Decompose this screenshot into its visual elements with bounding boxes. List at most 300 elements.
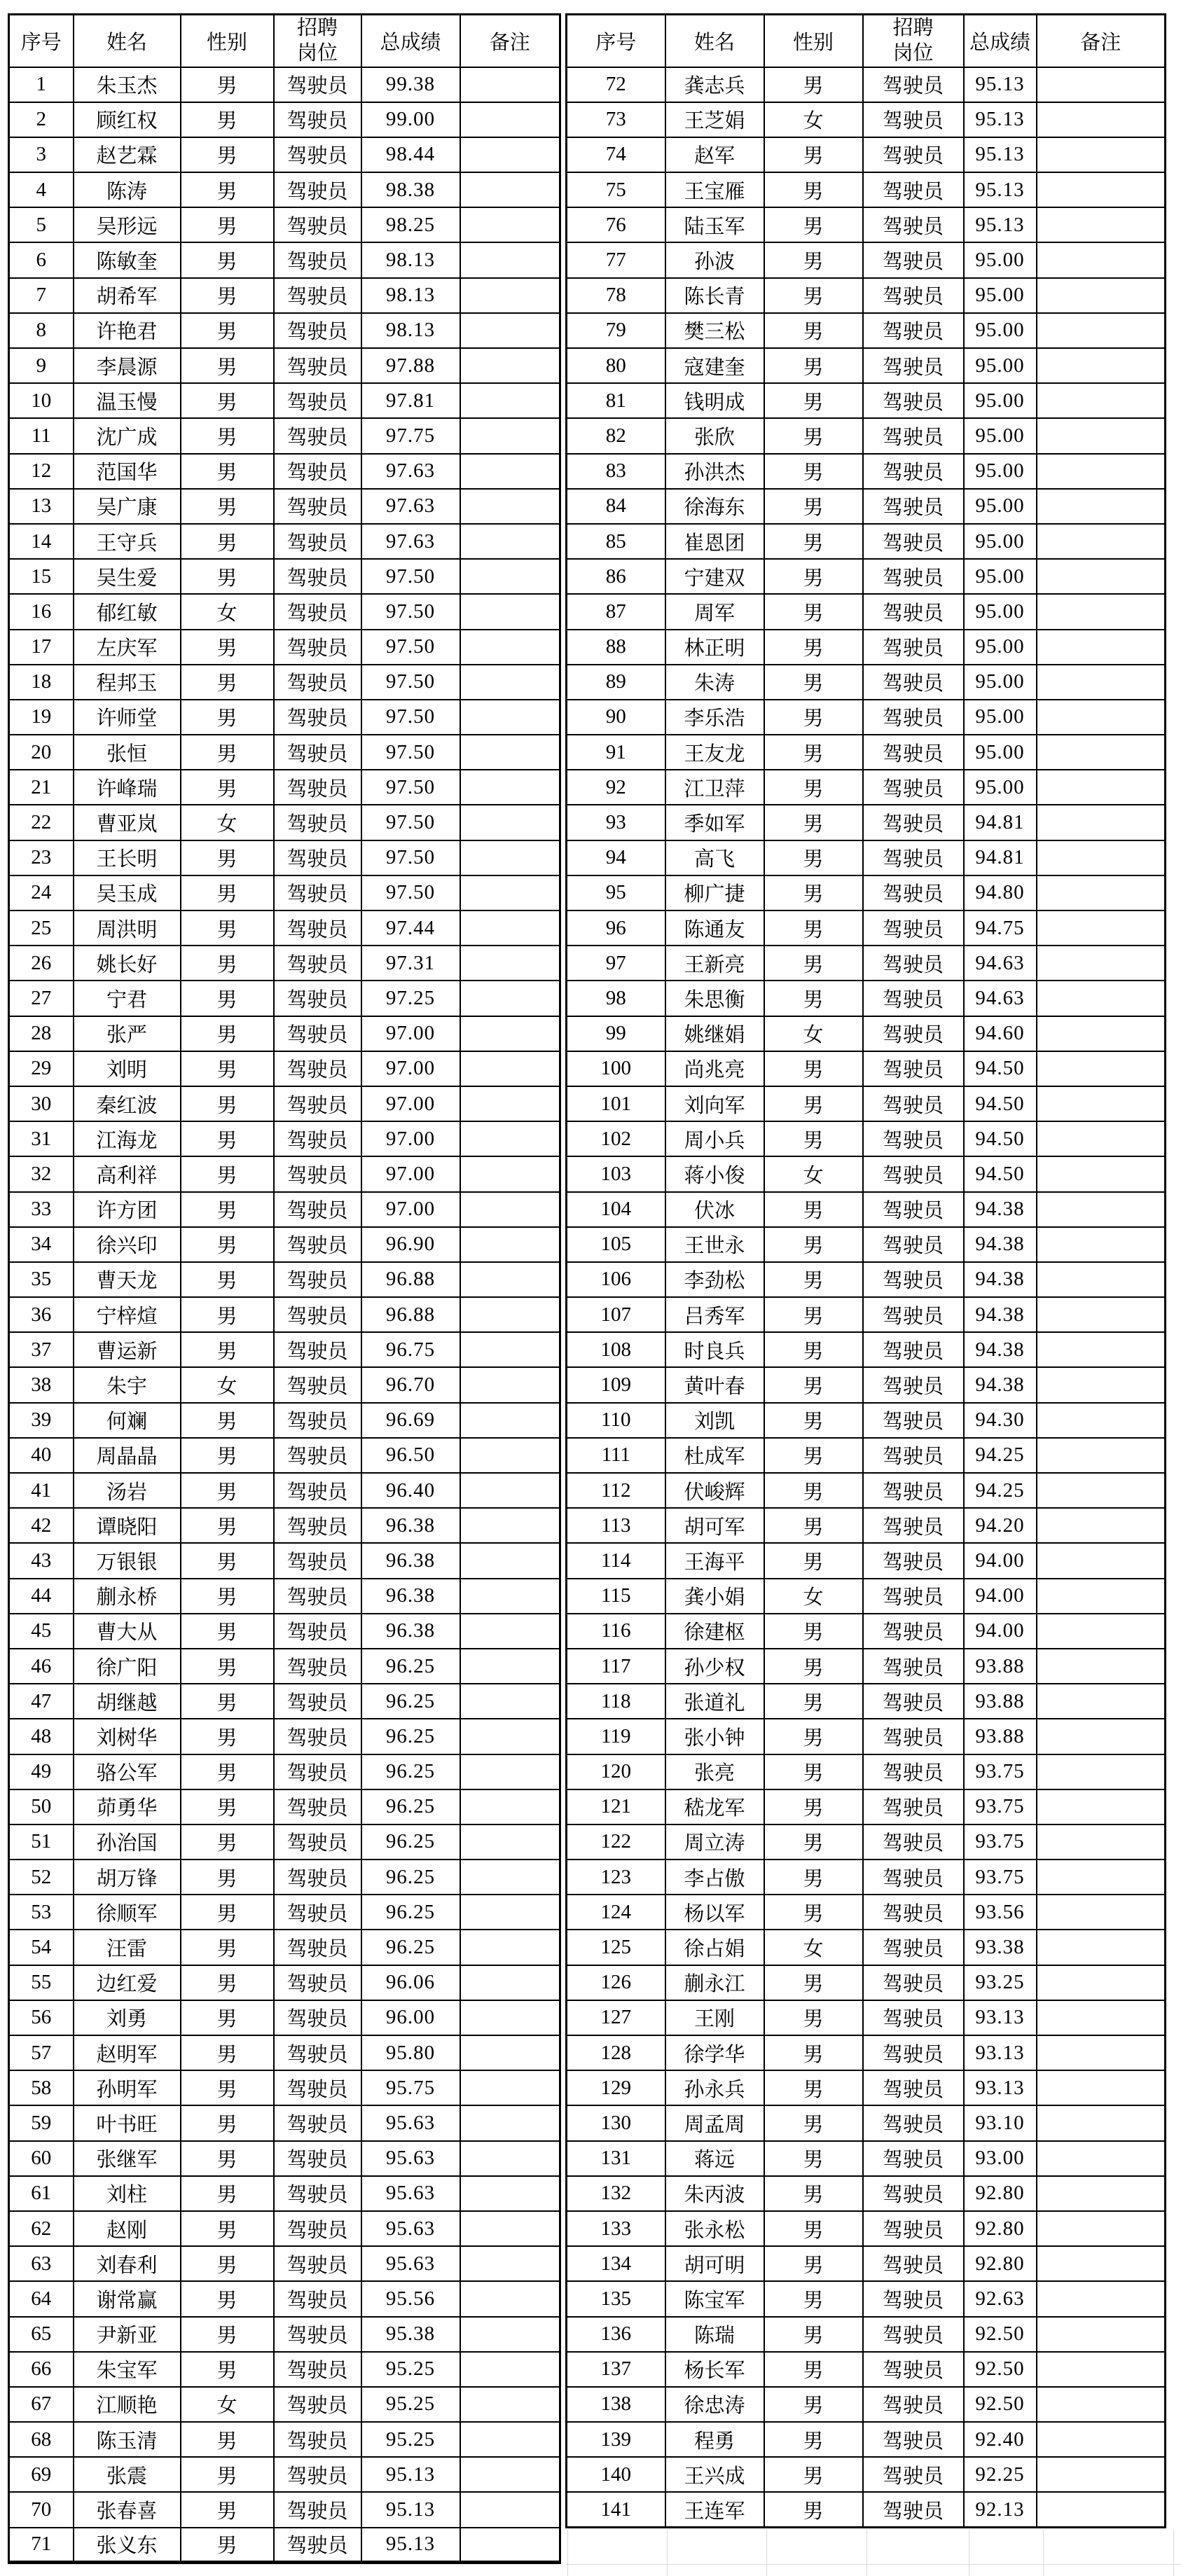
- cell-serial: 42: [9, 1508, 74, 1543]
- cell-serial: 134: [567, 2246, 665, 2281]
- cell-score: 97.00: [361, 1086, 460, 1121]
- cell-gender: 男: [181, 489, 274, 524]
- cell-serial: 58: [9, 2070, 74, 2105]
- table-row: [9, 67, 560, 102]
- cell-gender: 男: [181, 1789, 274, 1824]
- cell-position: 驾驶员: [863, 946, 964, 981]
- table-row: [9, 1930, 560, 1965]
- cell-position: 驾驶员: [863, 981, 964, 1016]
- cell-name: 王兴成: [665, 2457, 764, 2492]
- table-row: [567, 348, 1166, 383]
- cell-name: 周小兵: [665, 1121, 764, 1156]
- cell-remark: [1037, 770, 1166, 805]
- table-row: [567, 1438, 1166, 1473]
- table-row: [9, 2281, 560, 2316]
- cell-serial: 140: [567, 2457, 665, 2492]
- table-row: [567, 1579, 1166, 1614]
- cell-serial: 83: [567, 454, 665, 489]
- cell-position: 驾驶员: [863, 2070, 964, 2105]
- cell-remark: [1037, 1614, 1166, 1649]
- cell-remark: [460, 665, 560, 700]
- cell-serial: 77: [567, 242, 665, 277]
- cell-serial: 5: [9, 207, 74, 242]
- cell-remark: [1037, 1930, 1166, 1965]
- cell-name: 沈广成: [74, 418, 181, 453]
- cell-score: 97.81: [361, 383, 460, 418]
- cell-name: 伏峻辉: [665, 1473, 764, 1508]
- cell-gender: 男: [764, 2176, 863, 2211]
- table-row: [9, 1754, 560, 1789]
- cell-gender: 男: [181, 67, 274, 102]
- cell-serial: 49: [9, 1754, 74, 1789]
- cell-score: 94.38: [964, 1262, 1037, 1297]
- cell-serial: 57: [9, 2035, 74, 2070]
- cell-score: 92.40: [964, 2422, 1037, 2457]
- cell-position: 驾驶员: [863, 1789, 964, 1824]
- cell-score: 96.75: [361, 1332, 460, 1367]
- cell-position: 驾驶员: [274, 278, 361, 313]
- cell-remark: [460, 2035, 560, 2070]
- cell-position: 驾驶员: [274, 1086, 361, 1121]
- table-row: [9, 2105, 560, 2140]
- cell-position: 驾驶员: [274, 1016, 361, 1051]
- cell-score: 94.38: [964, 1297, 1037, 1332]
- cell-serial: 43: [9, 1543, 74, 1578]
- cell-serial: 11: [9, 418, 74, 453]
- table-row: [567, 910, 1166, 946]
- cell-name: 朱丙波: [665, 2176, 764, 2211]
- cell-position: 驾驶员: [274, 313, 361, 348]
- table-row: [567, 1860, 1166, 1895]
- cell-serial: 99: [567, 1016, 665, 1051]
- cell-serial: 22: [9, 805, 74, 840]
- cell-name: 江卫萍: [665, 770, 764, 805]
- cell-serial: 56: [9, 2000, 74, 2035]
- cell-serial: 59: [9, 2105, 74, 2140]
- table-row: [567, 594, 1166, 629]
- cell-serial: 137: [567, 2352, 665, 2387]
- cell-score: 97.63: [361, 454, 460, 489]
- table-row: [567, 172, 1166, 207]
- cell-name: 高利祥: [74, 1156, 181, 1191]
- cell-gender: 男: [764, 1684, 863, 1719]
- cell-position: 驾驶员: [863, 2281, 964, 2316]
- cell-remark: [460, 2070, 560, 2105]
- cell-remark: [460, 1367, 560, 1402]
- cell-serial: 60: [9, 2141, 74, 2176]
- gridline-vertical: [866, 2530, 867, 2576]
- cell-serial: 126: [567, 1965, 665, 2000]
- cell-remark: [460, 418, 560, 453]
- cell-score: 93.75: [964, 1789, 1037, 1824]
- cell-remark: [1037, 1297, 1166, 1332]
- cell-position: 驾驶员: [863, 700, 964, 735]
- cell-serial: 54: [9, 1930, 74, 1965]
- table-row: [567, 875, 1166, 910]
- cell-gender: 男: [764, 383, 863, 418]
- cell-gender: 男: [181, 1121, 274, 1156]
- cell-position: 驾驶员: [863, 1297, 964, 1332]
- cell-name: 崔恩团: [665, 524, 764, 559]
- cell-serial: 68: [9, 2422, 74, 2457]
- cell-serial: 118: [567, 1684, 665, 1719]
- cell-score: 98.13: [361, 242, 460, 277]
- cell-score: 95.13: [964, 67, 1037, 102]
- cell-score: 95.38: [361, 2317, 460, 2352]
- table-row: [567, 2035, 1166, 2070]
- cell-gender: 男: [764, 313, 863, 348]
- cell-serial: 44: [9, 1579, 74, 1614]
- cell-name: 曹亚岚: [74, 805, 181, 840]
- cell-name: 周洪明: [74, 910, 181, 946]
- cell-remark: [1037, 2035, 1166, 2070]
- cell-remark: [1037, 2211, 1166, 2246]
- cell-serial: 91: [567, 735, 665, 770]
- cell-score: 96.88: [361, 1262, 460, 1297]
- cell-name: 徐忠涛: [665, 2387, 764, 2422]
- table-row: [567, 1789, 1166, 1824]
- cell-position: 驾驶员: [863, 1860, 964, 1895]
- cell-serial: 100: [567, 1051, 665, 1086]
- cell-position: 驾驶员: [274, 1051, 361, 1086]
- cell-score: 95.13: [361, 2528, 460, 2563]
- cell-remark: [460, 946, 560, 981]
- cell-remark: [460, 1543, 560, 1578]
- cell-position: 驾驶员: [863, 2035, 964, 2070]
- cell-name: 张亮: [665, 1754, 764, 1789]
- cell-name: 陈长青: [665, 278, 764, 313]
- cell-remark: [1037, 981, 1166, 1016]
- cell-gender: 女: [181, 805, 274, 840]
- cell-serial: 115: [567, 1579, 665, 1614]
- cell-position: 驾驶员: [274, 67, 361, 102]
- cell-remark: [460, 2246, 560, 2281]
- table-row: [567, 2281, 1166, 2316]
- table-row: [567, 454, 1166, 489]
- cell-position: 驾驶员: [863, 1192, 964, 1227]
- cell-name: 黄叶春: [665, 1367, 764, 1402]
- cell-remark: [1037, 946, 1166, 981]
- cell-name: 杨长军: [665, 2352, 764, 2387]
- table-row: [567, 524, 1166, 559]
- cell-name: 江海龙: [74, 1121, 181, 1156]
- cell-name: 蒋远: [665, 2141, 764, 2176]
- cell-serial: 93: [567, 805, 665, 840]
- cell-name: 边红爱: [74, 1965, 181, 2000]
- cell-position: 驾驶员: [274, 1649, 361, 1684]
- cell-gender: 男: [764, 1895, 863, 1930]
- cell-gender: 男: [764, 2246, 863, 2281]
- cell-position: 驾驶员: [863, 559, 964, 594]
- cell-serial: 18: [9, 665, 74, 700]
- cell-gender: 女: [764, 1579, 863, 1614]
- table-row: [567, 1156, 1166, 1191]
- cell-gender: 男: [181, 981, 274, 1016]
- cell-score: 96.38: [361, 1543, 460, 1578]
- cell-position: 驾驶员: [274, 630, 361, 665]
- cell-score: 94.81: [964, 840, 1037, 875]
- cell-remark: [1037, 1543, 1166, 1578]
- table-row: [9, 1403, 560, 1438]
- column-header-score: 总成绩: [361, 15, 460, 67]
- cell-position: 驾驶员: [863, 2211, 964, 2246]
- gridline-vertical: [567, 2530, 568, 2576]
- cell-score: 96.69: [361, 1403, 460, 1438]
- cell-remark: [1037, 910, 1166, 946]
- cell-score: 97.50: [361, 665, 460, 700]
- table-row: [567, 2246, 1166, 2281]
- table-row: [9, 1262, 560, 1297]
- cell-remark: [1037, 1051, 1166, 1086]
- cell-remark: [1037, 665, 1166, 700]
- cell-position: 驾驶员: [274, 2141, 361, 2176]
- cell-name: 左庆军: [74, 630, 181, 665]
- cell-gender: 男: [764, 418, 863, 453]
- cell-serial: 55: [9, 1965, 74, 2000]
- cell-serial: 106: [567, 1262, 665, 1297]
- table-row: [567, 1016, 1166, 1051]
- cell-score: 97.50: [361, 875, 460, 910]
- cell-gender: 男: [764, 2035, 863, 2070]
- cell-name: 朱思衡: [665, 981, 764, 1016]
- cell-serial: 98: [567, 981, 665, 1016]
- cell-name: 吴玉成: [74, 875, 181, 910]
- cell-name: 孙治国: [74, 1824, 181, 1860]
- table-row: [9, 1719, 560, 1754]
- cell-position: 驾驶员: [863, 2141, 964, 2176]
- table-row: [9, 2000, 560, 2035]
- cell-name: 时良兵: [665, 1332, 764, 1367]
- cell-position: 驾驶员: [863, 1754, 964, 1789]
- cell-score: 95.56: [361, 2281, 460, 2316]
- cell-serial: 66: [9, 2352, 74, 2387]
- cell-position: 驾驶员: [863, 665, 964, 700]
- cell-serial: 128: [567, 2035, 665, 2070]
- table-row: [9, 1121, 560, 1156]
- cell-gender: 男: [764, 454, 863, 489]
- cell-gender: 男: [181, 1332, 274, 1367]
- cell-gender: 男: [764, 1965, 863, 2000]
- table-row: [567, 630, 1166, 665]
- table-row: [567, 489, 1166, 524]
- cell-name: 张小钟: [665, 1719, 764, 1754]
- cell-position: 驾驶员: [863, 1051, 964, 1086]
- cell-score: 94.25: [964, 1438, 1037, 1473]
- cell-name: 刘明: [74, 1051, 181, 1086]
- column-header-remark: 备注: [460, 15, 560, 67]
- cell-serial: 27: [9, 981, 74, 1016]
- cell-name: 万银银: [74, 1543, 181, 1578]
- table-row: [9, 1895, 560, 1930]
- cell-name: 张恒: [74, 735, 181, 770]
- cell-serial: 21: [9, 770, 74, 805]
- cell-remark: [1037, 700, 1166, 735]
- cell-name: 孙波: [665, 242, 764, 277]
- cell-position: 驾驶员: [274, 1367, 361, 1402]
- cell-name: 蒯永桥: [74, 1579, 181, 1614]
- cell-serial: 24: [9, 875, 74, 910]
- cell-serial: 16: [9, 594, 74, 629]
- cell-serial: 20: [9, 735, 74, 770]
- cell-gender: 男: [181, 1930, 274, 1965]
- cell-position: 驾驶员: [863, 2246, 964, 2281]
- cell-name: 范国华: [74, 454, 181, 489]
- cell-remark: [1037, 1367, 1166, 1402]
- table-row: [9, 1860, 560, 1895]
- cell-serial: 114: [567, 1543, 665, 1578]
- cell-serial: 12: [9, 454, 74, 489]
- column-header-gender: 性别: [181, 15, 274, 67]
- cell-score: 94.38: [964, 1192, 1037, 1227]
- table-row: [567, 2176, 1166, 2211]
- cell-serial: 72: [567, 67, 665, 102]
- cell-position: 驾驶员: [274, 2105, 361, 2140]
- cell-serial: 35: [9, 1262, 74, 1297]
- cell-gender: 男: [764, 1754, 863, 1789]
- cell-name: 江顺艳: [74, 2387, 181, 2422]
- cell-name: 刘勇: [74, 2000, 181, 2035]
- table-row: [567, 1719, 1166, 1754]
- cell-position: 驾驶员: [863, 2492, 964, 2527]
- column-header-position-label: 招聘岗位: [297, 17, 338, 65]
- cell-serial: 141: [567, 2492, 665, 2527]
- cell-score: 94.30: [964, 1403, 1037, 1438]
- cell-gender: 男: [181, 1649, 274, 1684]
- table-row: [9, 700, 560, 735]
- cell-name: 胡万锋: [74, 1860, 181, 1895]
- cell-name: 嵇龙军: [665, 1789, 764, 1824]
- cell-score: 93.00: [964, 2141, 1037, 2176]
- cell-remark: [1037, 2492, 1166, 2527]
- table-row: [567, 67, 1166, 102]
- results-table-right: [565, 13, 1166, 2528]
- cell-serial: 64: [9, 2281, 74, 2316]
- cell-gender: 男: [181, 700, 274, 735]
- cell-gender: 男: [181, 207, 274, 242]
- cell-position: 驾驶员: [274, 1438, 361, 1473]
- cell-name: 孙明军: [74, 2070, 181, 2105]
- table-row: [567, 1086, 1166, 1121]
- cell-gender: 男: [764, 2387, 863, 2422]
- cell-score: 95.13: [361, 2492, 460, 2527]
- cell-score: 97.63: [361, 524, 460, 559]
- cell-serial: 87: [567, 594, 665, 629]
- cell-name: 秦红波: [74, 1086, 181, 1121]
- gridline-vertical: [1043, 2530, 1044, 2576]
- cell-name: 程勇: [665, 2422, 764, 2457]
- cell-remark: [460, 1930, 560, 1965]
- cell-remark: [1037, 2070, 1166, 2105]
- cell-serial: 82: [567, 418, 665, 453]
- cell-gender: 男: [764, 2211, 863, 2246]
- cell-serial: 33: [9, 1192, 74, 1227]
- cell-gender: 男: [181, 2070, 274, 2105]
- table-row: [9, 1297, 560, 1332]
- cell-remark: [1037, 1332, 1166, 1367]
- table-row: [567, 1403, 1166, 1438]
- cell-position: 驾驶员: [274, 102, 361, 137]
- cell-remark: [1037, 630, 1166, 665]
- cell-gender: 男: [764, 1297, 863, 1332]
- table-row: [9, 665, 560, 700]
- cell-gender: 男: [764, 1332, 863, 1367]
- column-header-name: 姓名: [665, 15, 764, 67]
- cell-gender: 男: [181, 2246, 274, 2281]
- table-row: [9, 1579, 560, 1614]
- cell-remark: [460, 1086, 560, 1121]
- cell-remark: [1037, 2246, 1166, 2281]
- table-row: [9, 1473, 560, 1508]
- cell-score: 95.00: [964, 489, 1037, 524]
- cell-position: 驾驶员: [863, 1579, 964, 1614]
- cell-remark: [1037, 67, 1166, 102]
- cell-serial: 110: [567, 1403, 665, 1438]
- cell-name: 吴广康: [74, 489, 181, 524]
- cell-gender: 男: [181, 2317, 274, 2352]
- cell-remark: [460, 1789, 560, 1824]
- table-row: [9, 1684, 560, 1719]
- cell-remark: [1037, 1192, 1166, 1227]
- cell-position: 驾驶员: [863, 1156, 964, 1191]
- cell-gender: 男: [181, 172, 274, 207]
- cell-name: 王刚: [665, 2000, 764, 2035]
- table-row: [9, 1824, 560, 1860]
- cell-serial: 39: [9, 1403, 74, 1438]
- cell-score: 93.75: [964, 1754, 1037, 1789]
- cell-remark: [1037, 1684, 1166, 1719]
- cell-serial: 32: [9, 1156, 74, 1191]
- table-row: [567, 559, 1166, 594]
- cell-gender: 男: [764, 2141, 863, 2176]
- cell-remark: [1037, 840, 1166, 875]
- cell-name: 陈宝军: [665, 2281, 764, 2316]
- cell-name: 王芝娟: [665, 102, 764, 137]
- cell-name: 王世永: [665, 1227, 764, 1262]
- cell-position: 驾驶员: [863, 454, 964, 489]
- cell-position: 驾驶员: [863, 1367, 964, 1402]
- cell-gender: 男: [764, 172, 863, 207]
- cell-name: 吴形远: [74, 207, 181, 242]
- cell-name: 徐广阳: [74, 1649, 181, 1684]
- cell-gender: 男: [764, 348, 863, 383]
- cell-serial: 108: [567, 1332, 665, 1367]
- cell-position: 驾驶员: [863, 242, 964, 277]
- cell-name: 张震: [74, 2457, 181, 2492]
- cell-serial: 88: [567, 630, 665, 665]
- table-row: [567, 1649, 1166, 1684]
- cell-position: 驾驶员: [863, 875, 964, 910]
- cell-name: 李乐浩: [665, 700, 764, 735]
- cell-serial: 117: [567, 1649, 665, 1684]
- table-row: [567, 1614, 1166, 1649]
- cell-name: 徐占娟: [665, 1930, 764, 1965]
- table-row: [567, 1473, 1166, 1508]
- cell-name: 胡可明: [665, 2246, 764, 2281]
- cell-gender: 男: [764, 1614, 863, 1649]
- cell-name: 宁君: [74, 981, 181, 1016]
- cell-position: 驾驶员: [863, 1508, 964, 1543]
- cell-gender: 男: [764, 2281, 863, 2316]
- cell-serial: 61: [9, 2176, 74, 2211]
- cell-gender: 男: [764, 1086, 863, 1121]
- table-row: [9, 2035, 560, 2070]
- cell-position: 驾驶员: [274, 1508, 361, 1543]
- cell-serial: 6: [9, 242, 74, 277]
- cell-score: 98.38: [361, 172, 460, 207]
- cell-name: 刘凯: [665, 1403, 764, 1438]
- cell-remark: [1037, 137, 1166, 172]
- cell-name: 温玉慢: [74, 383, 181, 418]
